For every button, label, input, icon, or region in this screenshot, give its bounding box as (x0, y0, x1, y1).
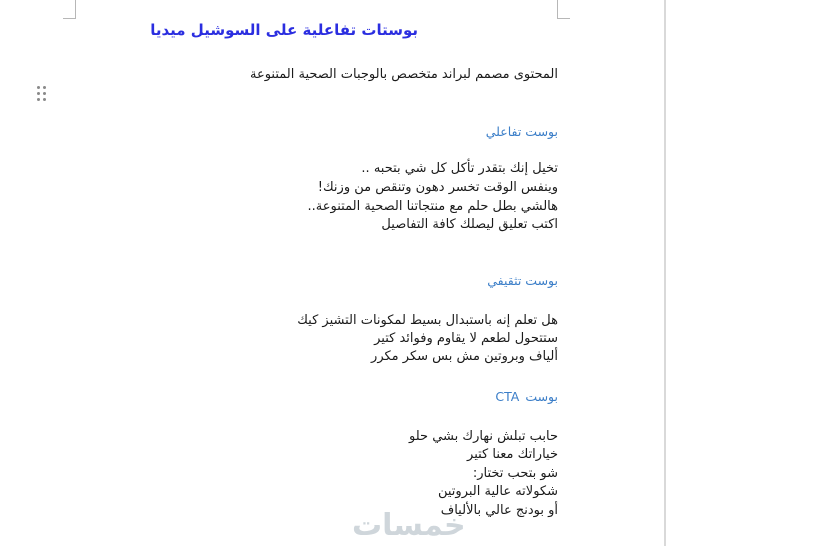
section-heading-cta-latin: CTA (495, 389, 520, 404)
drag-handle-icon[interactable] (37, 86, 47, 102)
text-line: شو بتحب تختار: (472, 466, 558, 481)
text-line: هل تعلم إنه باستبدال بسيط لمكونات التشيز كيك (297, 313, 558, 328)
section-heading-cta-label: بوست (525, 389, 558, 404)
section-heading-interactive: بوست تفاعلي (485, 124, 558, 139)
text-line: وينفس الوقت تخسر دهون وتنقص من وزنك! (317, 180, 558, 195)
page-margin-marker-right (557, 0, 570, 19)
page-margin-marker-left (63, 0, 76, 19)
section-heading-cta (495, 388, 558, 406)
text-line: شكولاته عالية البروتين (437, 484, 558, 499)
intro-paragraph: المحتوى مصمم لبراند متخصص بالوجبات الصحية المتنوعة (249, 67, 558, 82)
document-title: بوستات تفاعلية على السوشيل ميديا (150, 21, 418, 39)
text-line: حابب تبلش نهارك بشي حلو (409, 429, 558, 444)
text-line: تخيل إنك بتقدر تأكل كل شي بتحبه .. (361, 161, 558, 176)
page-edge (664, 0, 819, 546)
text-line: أو بودنج عالي بالألياف (440, 503, 558, 518)
text-line: هالشي بطل حلم مع منتجاتنا الصحية المتنوعة.. (307, 199, 558, 214)
text-line: ألياف وبروتين مش بس سكر مكرر (371, 349, 558, 364)
watermark-logo: خمسات (352, 508, 466, 543)
text-line: اكتب تعليق ليصلك كافة التفاصيل (381, 217, 558, 232)
text-line: خياراتك معنا كتير (467, 447, 558, 462)
section-heading-educational: بوست تثقيفي (487, 273, 558, 288)
text-line: ستتحول لطعم لا يقاوم وفوائد كتير (374, 331, 558, 346)
